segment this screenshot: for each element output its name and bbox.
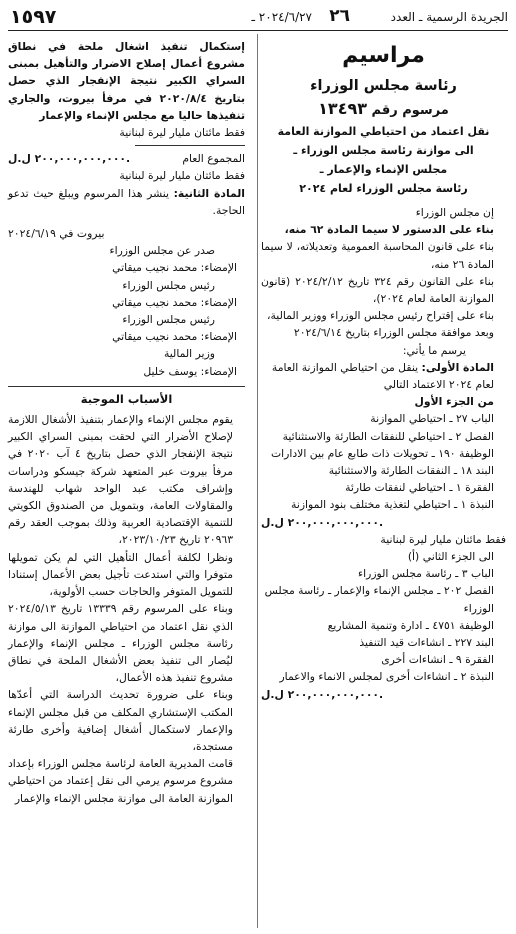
budget-line: النبذة ٢ ـ انشاءات أخرى لمجلس الانماء والاعمار	[279, 670, 494, 684]
issue-date: ٢٠٢٤/٦/٢٧ ـ	[251, 10, 312, 24]
budget-line: الوظيفة ١٩٠ ـ تحويلات ذات طابع عام بين الادارات	[270, 446, 494, 460]
amount: ٢٠٠,٠٠٠,٠٠٠,٠٠٠ ل.ل.	[261, 515, 384, 529]
amount: ٢٠٠,٠٠٠,٠٠٠,٠٠٠ ل.ل.	[261, 687, 384, 701]
article-two	[8, 185, 245, 219]
section-heading: مراسيم	[342, 43, 425, 68]
ministry-heading: رئاسة مجلس الوزراء	[310, 78, 457, 94]
decree-heading	[261, 98, 506, 122]
article-text: ينقل من احتياطي الموازنة العامة لعام ٢٠٢٤ الاعتماد التالي	[271, 360, 494, 392]
budget-line: البند ١٨ ـ النفقات الطارئة والاستثنائية	[328, 464, 494, 478]
issue-number: ٢٦	[329, 6, 350, 26]
reasons-paragraph: وبناء على المرسوم رقم ١٣٣٣٩ تاريخ ٢٠٢٤/٥/١٣ الذي نقل اعتماد من احتياطي الموازنة الى موازنة رئاسة مجلس الوزراء ـ مجلس الإنماء والإعمار ليُصار الى تنفيذ بعض الأشغال الملحة في نطاق مشروع تنفيذ هذه الأعمال،	[8, 602, 233, 685]
preamble-line: بناء على إقتراح رئيس مجلس الوزراء ووزير المالية،	[267, 309, 494, 323]
article-text: ينشر هذا المرسوم ويبلغ حيث تدعو الحاجة.	[8, 186, 245, 217]
signature-line: رئيس مجلس الوزراء	[122, 278, 215, 292]
preamble-line: بناء على الدستور لا سيما المادة ٦٢ منه،	[284, 223, 494, 237]
to-part-label: الى الجزء الثاني (أ)	[407, 550, 494, 564]
signature-line: وزير المالية	[164, 347, 215, 361]
amount-in-words: فقط مائتان مليار ليرة لبنانية	[380, 532, 506, 546]
decree-title-line: مجلس الإنماء والإعمار ـ	[319, 163, 448, 176]
preamble-line: بناء على قانون المحاسبة العمومية وتعديلاته، لا سيما المادة ٢٦ منه،	[261, 240, 494, 271]
signature-line: صدر عن مجلس الوزراء	[109, 244, 215, 258]
reasons-heading: الأسباب الموجبة	[80, 391, 173, 406]
reasons-paragraph: وبناء على ضرورة تحديث الدراسة التي أعدّها المكتب الإستشاري المكلف من قبل مجلس الإنماء والإعمار لاستكمال أشغال إضافية وأخرى طارئة مستجدة،	[8, 688, 233, 753]
decree-label: مرسوم رقم	[371, 103, 449, 118]
divider	[135, 145, 245, 146]
signature-line: رئيس مجلس الوزراء	[122, 313, 215, 327]
budget-line: الوظيفة ٤٧٥١ ـ ادارة وتنمية المشاريع	[327, 618, 494, 632]
total-label: المجموع العام	[182, 152, 245, 166]
signature-line: الإمضاء: يوسف خليل	[143, 364, 237, 378]
from-part-label: من الجزء الأول	[414, 395, 494, 409]
total-row	[8, 150, 245, 167]
preamble-line: وبعد موافقة مجلس الوزراء بتاريخ ٢٠٢٤/٦/١٤	[293, 326, 494, 340]
preamble-line: إن مجلس الوزراء	[415, 206, 494, 219]
page-header	[8, 6, 508, 31]
budget-line: الفقرة ١ ـ احتياطي لنفقات طارئة	[345, 481, 494, 495]
budget-line: النبذة ١ ـ احتياطي لتغذية مختلف بنود الموازنة	[291, 498, 494, 512]
continued-paragraph: إستكمال تنفيذ اشغال ملحة في نطاق مشروع أعمال إصلاح الاضرار والتأهيل بمبنى السراي الكبير نتيجة الإنفجار الذي حصل بتاريخ ٢٠٢٠/٨/٤ في مرفأ بيروت، والجاري تنفيذها حاليا مع مجلس الإنماء والإعمار	[8, 40, 245, 122]
budget-line: الباب ٢٧ ـ احتياطي الموازنة	[370, 412, 494, 426]
gazette-title: الجريدة الرسمية ـ العدد	[390, 10, 508, 24]
decree-title-line: الى موازنة رئاسة مجلس الوزراء ـ	[293, 144, 474, 157]
amount-in-words: فقط مائتان مليار ليرة لبنانية	[119, 169, 245, 183]
place-date: بيروت في ٢٠٢٤/٦/١٩	[8, 227, 105, 241]
decree-number: ١٣٤٩٣	[318, 99, 367, 118]
reasons-paragraph: يقوم مجلس الإنماء والإعمار بتنفيذ الأشغال اللازمة لإصلاح الأضرار التي لحقت بمبنى السراي الكبير نتيجة الإنفجار الذي حصل بتاريخ ٤ آب ٢٠٢٠ في مرفأ بيروت عبر المتعهد شركة جيسكو ودراسات وإشراف مكتب عبد الواحد شهاب للهندسة والمقاولات العامة، وبتمويل من الصندوق الكويتي للتنمية الإقتصادية العربية وذلك بموجب العقد رقم ٢٠٩٦٣ تاريخ ٢٠٢٣/١٠/٢٣،	[8, 413, 234, 547]
reasons-paragraph: ونظرا لكلفة أعمال التأهيل التي لم يكن تمويلها متوفرا والتي استدعت تأجيل بعض الأعمال إستنادا للتمويل المتوفر والحاجات حسب الأولوية،	[8, 550, 233, 599]
decree-title-line: رئاسة مجلس الوزراء لعام ٢٠٢٤	[299, 182, 468, 195]
signature-line: الإمضاء: محمد نجيب ميقاتي	[112, 330, 237, 344]
signature-line: الإمضاء: محمد نجيب ميقاتي	[112, 295, 237, 309]
preamble-line: بناء على القانون رقم ٣٢٤ تاريخ ٢٠٢٤/٢/١٢ (قانون الموازنة العامة لعام ٢٠٢٤)،	[261, 274, 494, 306]
budget-line: الفصل ٢٠٢ ـ مجلس الإنماء والإعمار ـ رئاسة مجلس الوزراء	[264, 584, 494, 615]
budget-line: الباب ٣ ـ رئاسة مجلس الوزراء	[358, 567, 494, 581]
preamble-line: يرسم ما يأتي:	[402, 343, 466, 357]
page-number: ١٥٩٧	[10, 6, 57, 28]
signature-line: الإمضاء: محمد نجيب ميقاتي	[112, 261, 237, 275]
decree-title-line: نقل اعتماد من احتياطي الموازنة العامة	[277, 125, 490, 138]
budget-line: البند ٢٢٧ ـ انشاءات قيد التنفيذ	[359, 636, 494, 650]
budget-line: الفصل ٢ ـ احتياطي للنفقات الطارئة والاستثنائية	[282, 429, 494, 443]
article-one	[261, 359, 506, 393]
article-label: المادة الأولى:	[421, 360, 494, 374]
right-column	[261, 38, 506, 703]
total-amount: ٢٠٠,٠٠٠,٠٠٠,٠٠٠ ل.ل.	[8, 152, 131, 166]
divider	[8, 386, 245, 387]
left-column	[8, 38, 245, 807]
amount-in-words: فقط مائتان مليار ليرة لبنانية	[119, 126, 245, 140]
column-divider	[257, 34, 258, 928]
budget-line: الفقرة ٩ ـ انشاءات أخرى	[381, 653, 494, 667]
reasons-paragraph: قامت المديرية العامة لرئاسة مجلس الوزراء بإعداد مشروع مرسوم يرمي الى نقل إعتماد من احتياطي الموازنة العامة الى موازنة مجلس الإنماء والإعمار	[8, 757, 233, 805]
article-label: المادة الثانية:	[173, 186, 245, 200]
